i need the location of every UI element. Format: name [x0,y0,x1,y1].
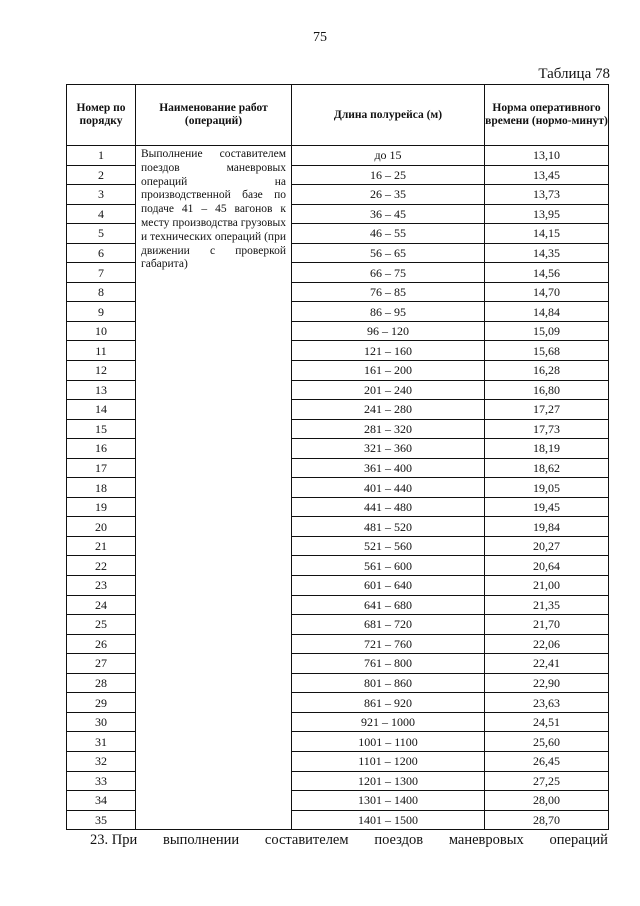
row-number: 24 [67,595,136,615]
page-number: 75 [313,30,327,45]
row-number: 8 [67,282,136,302]
row-length: 96 – 120 [292,321,485,341]
row-norm: 27,25 [485,771,609,791]
row-number: 14 [67,400,136,420]
row-norm: 22,06 [485,634,609,654]
footer-word: составителем [264,832,349,848]
row-length: 161 – 200 [292,361,485,381]
row-length: 121 – 160 [292,341,485,361]
row-length: 681 – 720 [292,615,485,635]
row-norm: 14,15 [485,224,609,244]
row-number: 21 [67,536,136,556]
table-row [67,146,609,166]
row-length: 1301 – 1400 [292,791,485,811]
row-number: 2 [67,165,136,185]
row-number: 30 [67,712,136,732]
row-number: 1 [67,146,136,166]
row-norm: 22,90 [485,673,609,693]
header-length: Длина полурейса (м) [292,85,485,146]
row-norm: 18,62 [485,458,609,478]
row-length: 26 – 35 [292,185,485,205]
row-length: 561 – 600 [292,556,485,576]
row-length: 66 – 75 [292,263,485,283]
row-norm: 15,68 [485,341,609,361]
row-number: 4 [67,204,136,224]
row-norm: 17,73 [485,419,609,439]
row-length: 441 – 480 [292,497,485,517]
row-length: 721 – 760 [292,634,485,654]
footer-word: выполнении [163,832,240,848]
row-length: 801 – 860 [292,673,485,693]
row-length: 521 – 560 [292,536,485,556]
row-norm: 14,35 [485,243,609,263]
row-length: 361 – 400 [292,458,485,478]
header-num: Номер по порядку [67,85,136,146]
row-number: 25 [67,615,136,635]
footer-word: маневровых [448,832,524,848]
footer-word: операций [549,832,608,848]
row-length: 761 – 800 [292,654,485,674]
row-number: 9 [67,302,136,322]
row-norm: 21,35 [485,595,609,615]
row-length: 86 – 95 [292,302,485,322]
row-number: 31 [67,732,136,752]
row-norm: 21,70 [485,615,609,635]
row-norm: 24,51 [485,712,609,732]
row-norm: 14,84 [485,302,609,322]
row-norm: 16,28 [485,361,609,381]
table-header-row [67,85,609,146]
row-norm: 23,63 [485,693,609,713]
row-norm: 18,19 [485,439,609,459]
row-number: 13 [67,380,136,400]
row-length: 401 – 440 [292,478,485,498]
row-norm: 15,09 [485,321,609,341]
row-number: 27 [67,654,136,674]
row-number: 22 [67,556,136,576]
row-norm: 20,64 [485,556,609,576]
row-length: 201 – 240 [292,380,485,400]
row-length: 1201 – 1300 [292,771,485,791]
row-number: 3 [67,185,136,205]
row-length: 861 – 920 [292,693,485,713]
row-length: 16 – 25 [292,165,485,185]
row-length: 921 – 1000 [292,712,485,732]
row-number: 20 [67,517,136,537]
row-length: 56 – 65 [292,243,485,263]
row-length: 1001 – 1100 [292,732,485,752]
row-number: 19 [67,497,136,517]
row-number: 16 [67,439,136,459]
row-number: 29 [67,693,136,713]
row-length: 601 – 640 [292,576,485,596]
row-norm: 14,70 [485,282,609,302]
row-length: до 15 [292,146,485,166]
row-norm: 14,56 [485,263,609,283]
row-number: 10 [67,321,136,341]
norms-table [66,84,609,830]
operation-description: Выполнение составителем поездов маневровых операций на производственной базе по подаче 41 – 45 вагонов к месту производства грузовых и технических операций (при движении с проверкой габарита) [136,146,292,830]
row-norm: 28,00 [485,791,609,811]
row-norm: 20,27 [485,536,609,556]
header-norm: Норма оперативного времени (нормо-минут) [485,85,609,146]
row-number: 32 [67,751,136,771]
row-norm: 19,05 [485,478,609,498]
header-name: Наименование работ (операций) [136,85,292,146]
row-number: 17 [67,458,136,478]
row-length: 281 – 320 [292,419,485,439]
row-number: 7 [67,263,136,283]
row-number: 28 [67,673,136,693]
row-number: 26 [67,634,136,654]
row-norm: 19,84 [485,517,609,537]
row-number: 18 [67,478,136,498]
row-number: 34 [67,791,136,811]
row-norm: 21,00 [485,576,609,596]
row-length: 321 – 360 [292,439,485,459]
footer-paragraph [90,832,608,849]
row-number: 35 [67,810,136,830]
row-norm: 19,45 [485,497,609,517]
row-length: 76 – 85 [292,282,485,302]
row-norm: 25,60 [485,732,609,752]
row-norm: 13,73 [485,185,609,205]
row-length: 1101 – 1200 [292,751,485,771]
row-norm: 17,27 [485,400,609,420]
row-norm: 22,41 [485,654,609,674]
row-length: 36 – 45 [292,204,485,224]
row-norm: 28,70 [485,810,609,830]
row-number: 15 [67,419,136,439]
row-number: 6 [67,243,136,263]
row-norm: 26,45 [485,751,609,771]
row-number: 11 [67,341,136,361]
row-norm: 13,10 [485,146,609,166]
row-number: 5 [67,224,136,244]
row-number: 33 [67,771,136,791]
row-length: 1401 – 1500 [292,810,485,830]
footer-word: поездов [374,832,424,848]
row-length: 241 – 280 [292,400,485,420]
row-length: 641 – 680 [292,595,485,615]
table-caption: Таблица 78 [538,66,610,82]
row-norm: 16,80 [485,380,609,400]
footer-word: 23. При [90,832,138,848]
row-number: 23 [67,576,136,596]
row-length: 481 – 520 [292,517,485,537]
row-number: 12 [67,361,136,381]
row-norm: 13,45 [485,165,609,185]
row-norm: 13,95 [485,204,609,224]
row-length: 46 – 55 [292,224,485,244]
